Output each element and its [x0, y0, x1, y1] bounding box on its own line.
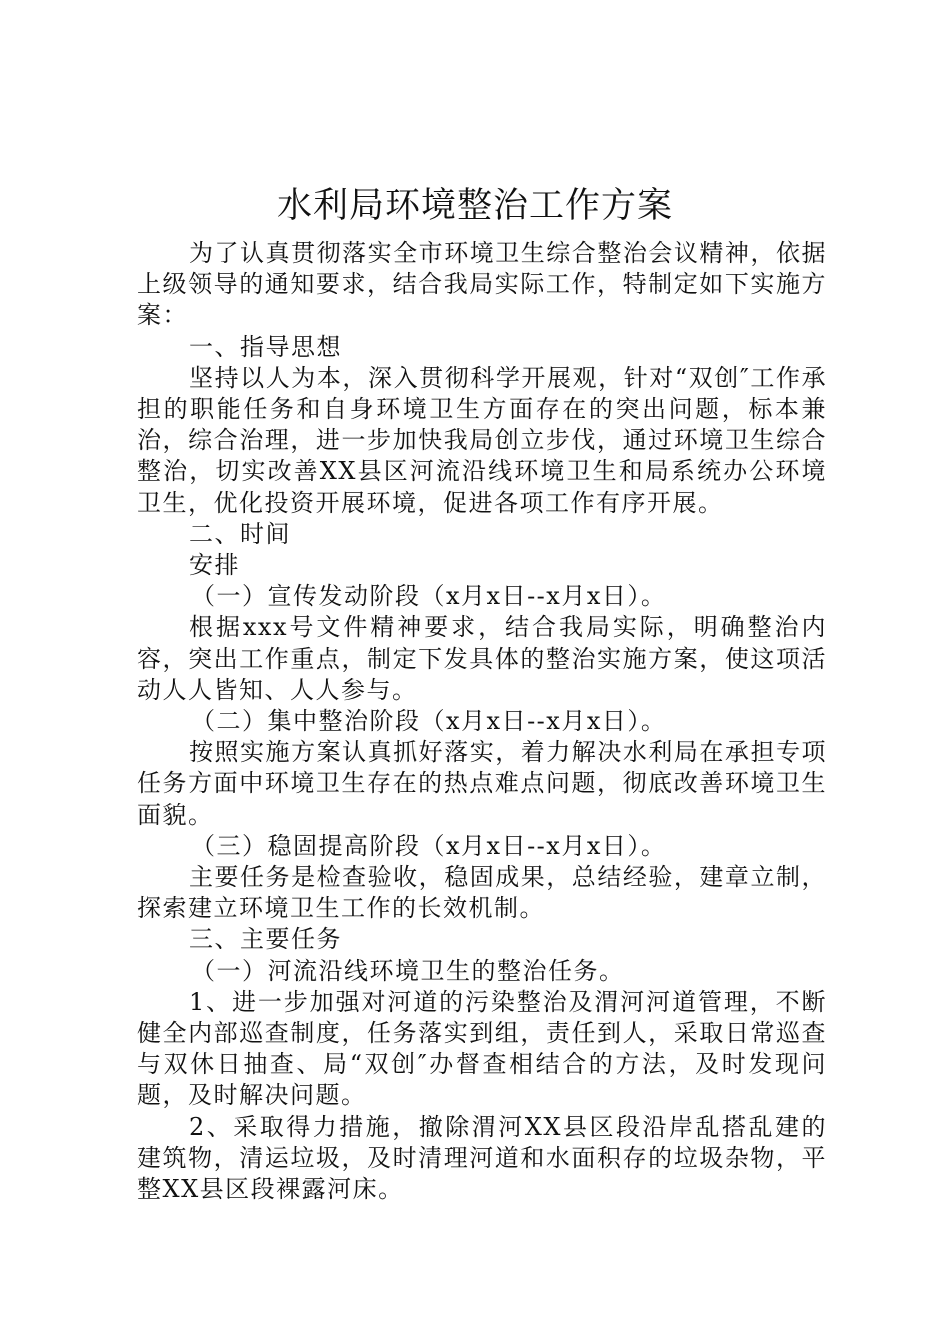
subheading-stage-2: （二）集中整治阶段（x月x日--x月x日）。 [191, 707, 667, 736]
heading-arrangement: 安排 [189, 551, 240, 580]
paragraph-intro: 为了认真贯彻落实全市环境卫生综合整治会议精神，依据上级领导的通知要求，结合我局实际工作，特制定如下实施方案： [137, 239, 827, 330]
paragraph-task-1: 1、进一步加强对河道的污染整治及渭河河道管理，不断健全内部巡查制度，任务落实到组，责任到人，采取日常巡查与双休日抽查、局“双创″办督查相结合的方法，及时发现问题，及时解决问题。 [137, 987, 827, 1110]
paragraph-stage-2: 按照实施方案认真抓好落实，着力解决水利局在承担专项任务方面中环境卫生存在的热点难点问题，彻底改善环境卫生面貌。 [137, 738, 827, 829]
heading-time: 二、时间 [189, 519, 291, 548]
paragraph-task-2: 2、采取得力措施，撤除渭河XX县区段沿岸乱搭乱建的建筑物，清运垃圾，及时清理河道和水面积存的垃圾杂物，平整XX县区段裸露河床。 [137, 1112, 827, 1204]
paragraph-stage-1: 根据xxx号文件精神要求，结合我局实际，明确整治内容，突出工作重点，制定下发具体的整治实施方案，使这项活动人人皆知、人人参与。 [137, 613, 827, 704]
heading-guiding-ideology: 一、指导思想 [189, 332, 342, 361]
subheading-stage-3: （三）稳固提高阶段（x月x日--x月x日）。 [191, 831, 667, 860]
paragraph-guiding-ideology: 坚持以人为本，深入贯彻科学开展观，针对“双创″工作承担的职能任务和自身环境卫生方面存在的突出问题，标本兼治，综合治理，进一步加快我局创立步伐，通过环境卫生综合整治，切实改善XX县区河流沿线环境卫生和局系统办公环境卫生，优化投资开展环境，促进各项工作有序开展。 [137, 363, 827, 517]
paragraph-stage-3: 主要任务是检查验收，稳固成果，总结经验，建章立制，探索建立环境卫生工作的长效机制。 [137, 863, 827, 923]
document-title: 水利局环境整治工作方案 [276, 186, 673, 226]
heading-main-tasks: 三、主要任务 [189, 925, 342, 954]
subheading-river-tasks: （一）河流沿线环境卫生的整治任务。 [191, 956, 625, 985]
document-body [137, 238, 827, 1205]
subheading-stage-1: （一）宣传发动阶段（x月x日--x月x日）。 [191, 582, 667, 611]
